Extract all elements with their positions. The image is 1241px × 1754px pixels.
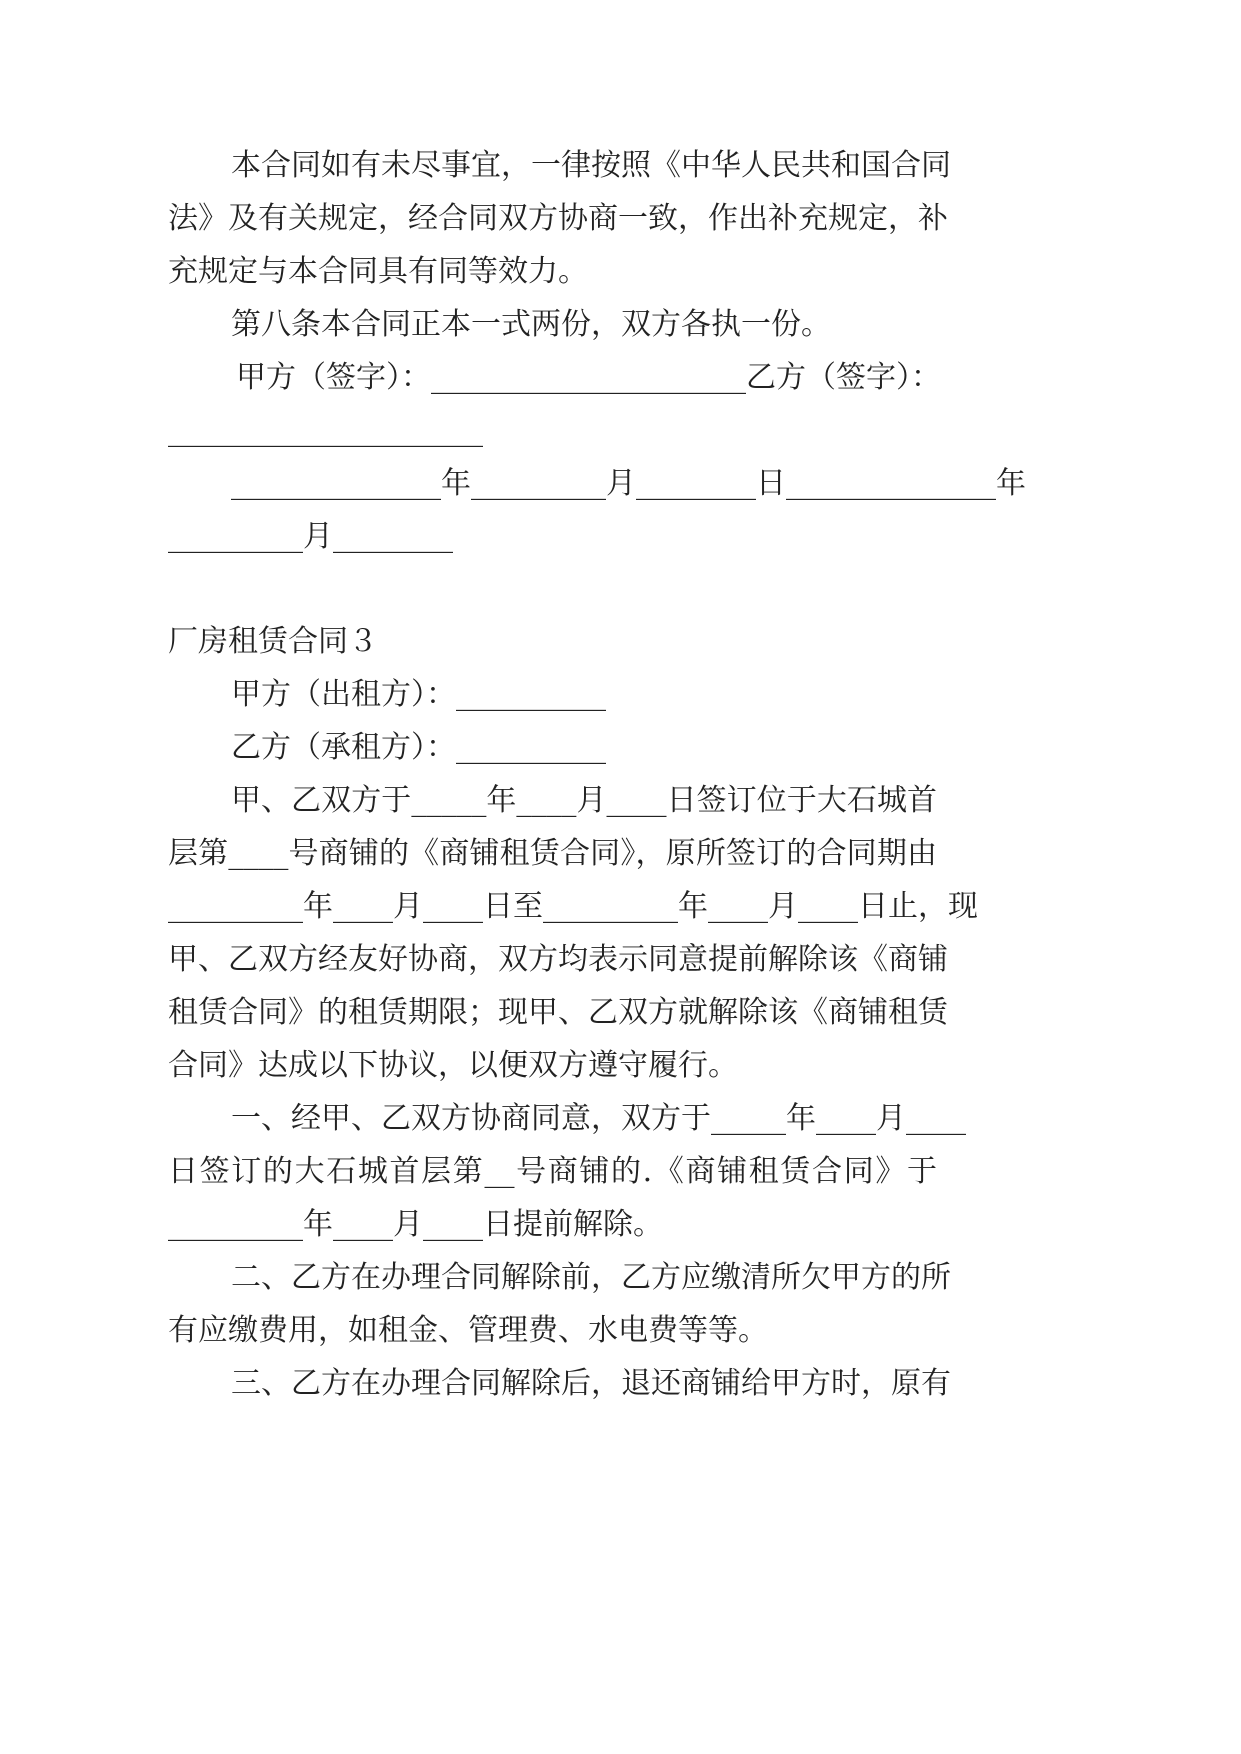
signature-line: 甲方（签字）：_____________________乙方（签字）： [236, 360, 941, 395]
paragraph-line: 甲、乙双方于_____年____月____日签订位于大石城首 [231, 783, 937, 818]
paragraph-line: _________年____月____日至_________年____月____日止，现 [168, 889, 978, 924]
paragraph-line: 本合同如有未尽事宜，一律按照《中华人民共和国合同 [231, 148, 951, 183]
date-line: _________月________ [168, 519, 453, 554]
paragraph-line: _________年____月____日提前解除。 [168, 1207, 663, 1242]
paragraph-line: 合同》达成以下协议，以便双方遵守履行。 [168, 1048, 738, 1083]
paragraph-line: 二、乙方在办理合同解除前，乙方应缴清所欠甲方的所 [231, 1260, 951, 1295]
paragraph-line: 第八条本合同正本一式两份，双方各执一份。 [231, 307, 831, 342]
paragraph-line: 层第____号商铺的《商铺租赁合同》，原所签订的合同期由 [168, 836, 937, 871]
paragraph-line: 甲、乙双方经友好协商，双方均表示同意提前解除该《商铺 [168, 942, 948, 977]
party-a-line: 甲方（出租方）：__________ [231, 677, 606, 712]
signature-blank: _____________________ [168, 413, 483, 448]
paragraph-line: 充规定与本合同具有同等效力。 [168, 254, 588, 289]
paragraph-line: 法》及有关规定，经合同双方协商一致，作出补充规定，补 [168, 201, 948, 236]
paragraph-line: 有应缴费用，如租金、管理费、水电费等等。 [168, 1313, 768, 1348]
date-line: ______________年_________月________日______________年 [231, 466, 1026, 501]
section-heading: 厂房租赁合同３ [168, 624, 378, 659]
paragraph-line: 一、经甲、乙双方协商同意，双方于_____年____月____ [231, 1101, 966, 1136]
paragraph-line: 日签订的大石城首层第__号商铺的.《商铺租赁合同》于 [168, 1154, 937, 1189]
party-b-line: 乙方（承租方）：__________ [231, 730, 606, 765]
paragraph-line: 租赁合同》的租赁期限；现甲、乙双方就解除该《商铺租赁 [168, 995, 948, 1030]
paragraph-line: 三、乙方在办理合同解除后，退还商铺给甲方时，原有 [231, 1366, 951, 1401]
